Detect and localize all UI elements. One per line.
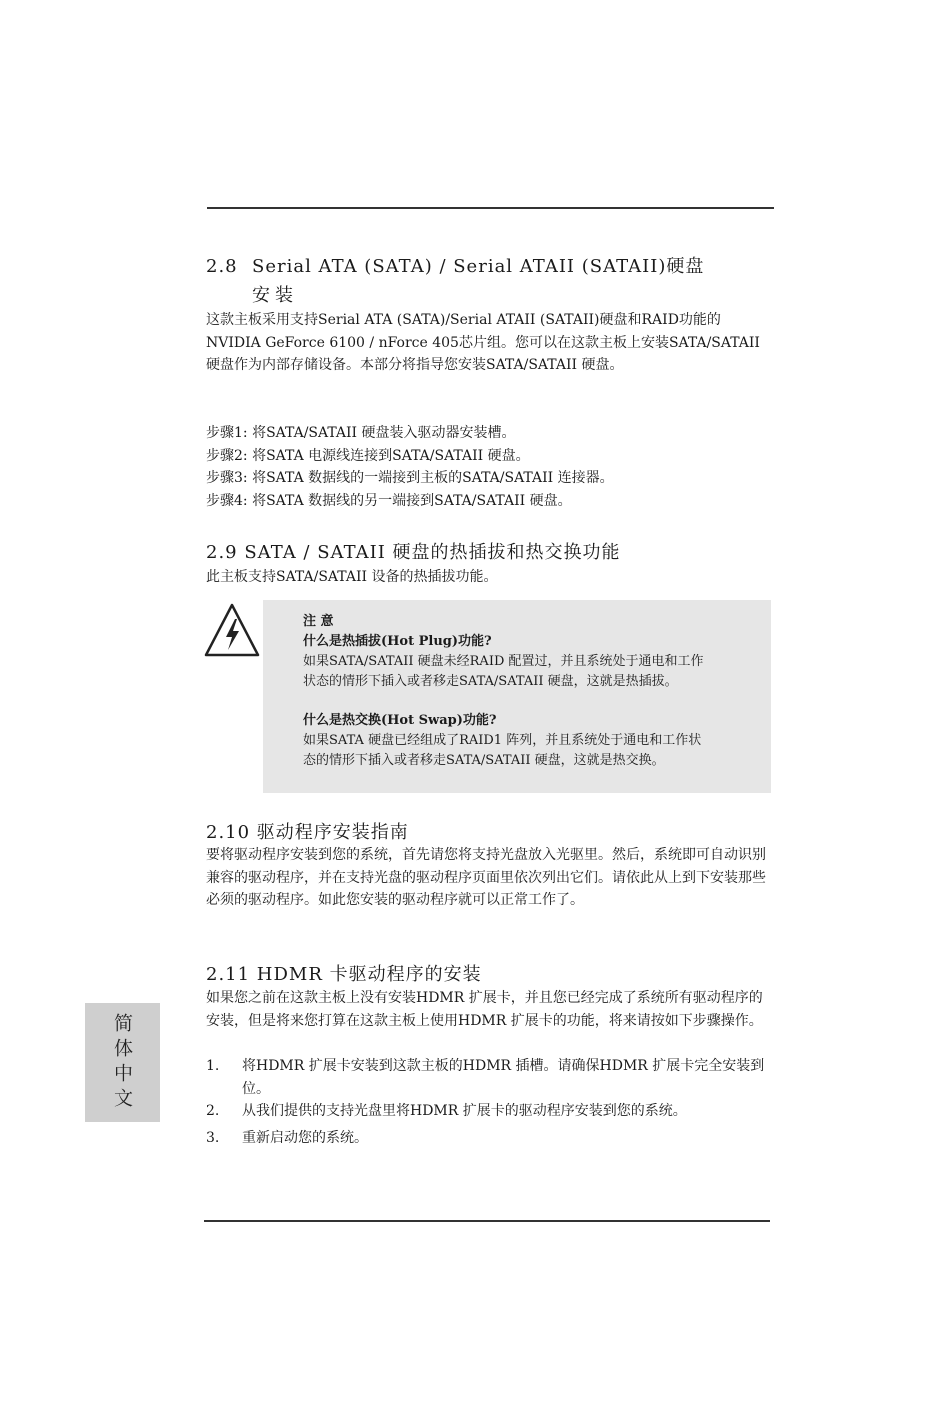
- step-2: 步骤2: 将SATA 电源线连接到SATA/SATAII 硬盘。: [206, 447, 530, 464]
- hot-swap-answer-line1: 如果SATA 硬盘已经组成了RAID1 阵列，并且系统处于通电和工作状: [303, 733, 702, 748]
- step-3: 步骤3: 将SATA 数据线的一端接到主板的SATA/SATAII 连接器。: [206, 470, 614, 486]
- list-item-number: 1.: [206, 1058, 220, 1074]
- bottom-rule: [204, 1220, 770, 1222]
- hot-plug-answer-line2: 状态的情形下插入或者移走SATA/SATAII 硬盘，这就是热插拔。: [303, 674, 678, 689]
- hot-plug-answer-line1: 如果SATA/SATAII 硬盘未经RAID 配置过，并且系统处于通电和工作: [303, 654, 704, 669]
- notice-box: [263, 600, 771, 793]
- section-2-8-body: 这款主板采用支持Serial ATA (SATA)/Serial ATAII (SATAII)硬盘和RAID功能的NVIDIA GeForce 6100 / nForce 405芯片组。您可以在这款主板上安装SATA/SATAII 硬盘作为内部存储设备。本部分将指导您安装SATA/SATAII 硬盘。: [206, 312, 760, 373]
- hot-plug-question: 什么是热插拔(Hot Plug)功能?: [303, 634, 492, 649]
- hdmr-steps-list: [206, 1055, 772, 1149]
- warning-lightning-icon: [203, 602, 261, 658]
- install-steps: [206, 422, 772, 512]
- section-2-8-title: [206, 252, 772, 310]
- language-side-tab-label: 简体中文: [111, 1012, 133, 1113]
- top-rule: [207, 207, 774, 209]
- language-side-tab: [85, 1003, 160, 1122]
- section-2-8-title-line1: Serial ATA (SATA) / Serial ATAII (SATAII)硬盘: [252, 256, 705, 277]
- list-item: [206, 1055, 772, 1100]
- step-1: 步骤1: 将SATA/SATAII 硬盘装入驱动器安装槽。: [206, 425, 516, 441]
- list-item-number: 2.: [206, 1103, 220, 1119]
- list-item-text: 将HDMR 扩展卡安装到这款主板的HDMR 插槽。请确保HDMR 扩展卡完全安装到位。: [242, 1058, 765, 1097]
- list-item-number: 3.: [206, 1129, 220, 1146]
- section-2-11-title: 2.11 HDMR 卡驱动程序的安装: [206, 964, 482, 985]
- section-2-10-title: 2.10 驱动程序安装指南: [206, 822, 409, 843]
- hot-swap-answer-line2: 态的情形下插入或者移走SATA/SATAII 硬盘，这就是热交换。: [303, 753, 665, 768]
- list-item: [206, 1127, 772, 1150]
- section-2-9-title: 2.9 SATA / SATAII 硬盘的热插拔和热交换功能: [206, 542, 621, 563]
- list-item-text: 重新启动您的系统。: [242, 1129, 368, 1146]
- hot-swap-question: 什么是热交换(Hot Swap)功能?: [303, 713, 497, 728]
- section-2-11-body: 如果您之前在这款主板上没有安装HDMR 扩展卡，并且您已经完成了系统所有驱动程序的安装，但是将来您打算在这款主板上使用HDMR 扩展卡的功能，将来请按如下步骤操作。: [206, 990, 763, 1029]
- step-4: 步骤4: 将SATA 数据线的另一端接到SATA/SATAII 硬盘。: [206, 492, 572, 509]
- section-2-9-body: 此主板支持SATA/SATAII 设备的热插拔功能。: [206, 569, 498, 585]
- section-2-10-body: 要将驱动程序安装到您的系统，首先请您将支持光盘放入光驱里。然后，系统即可自动识别兼容的驱动程序，并在支持光盘的驱动程序页面里依次列出它们。请依此从上到下安装那些必须的驱动程序。如此您安装的驱动程序就可以正常工作了。: [206, 847, 766, 908]
- notice-heading: 注 意: [303, 614, 334, 629]
- list-item: [206, 1100, 772, 1123]
- list-item-text: 从我们提供的支持光盘里将HDMR 扩展卡的驱动程序安装到您的系统。: [242, 1103, 687, 1119]
- section-2-8-number: 2.8: [206, 256, 238, 277]
- section-2-8-title-line2: 安装: [252, 285, 298, 306]
